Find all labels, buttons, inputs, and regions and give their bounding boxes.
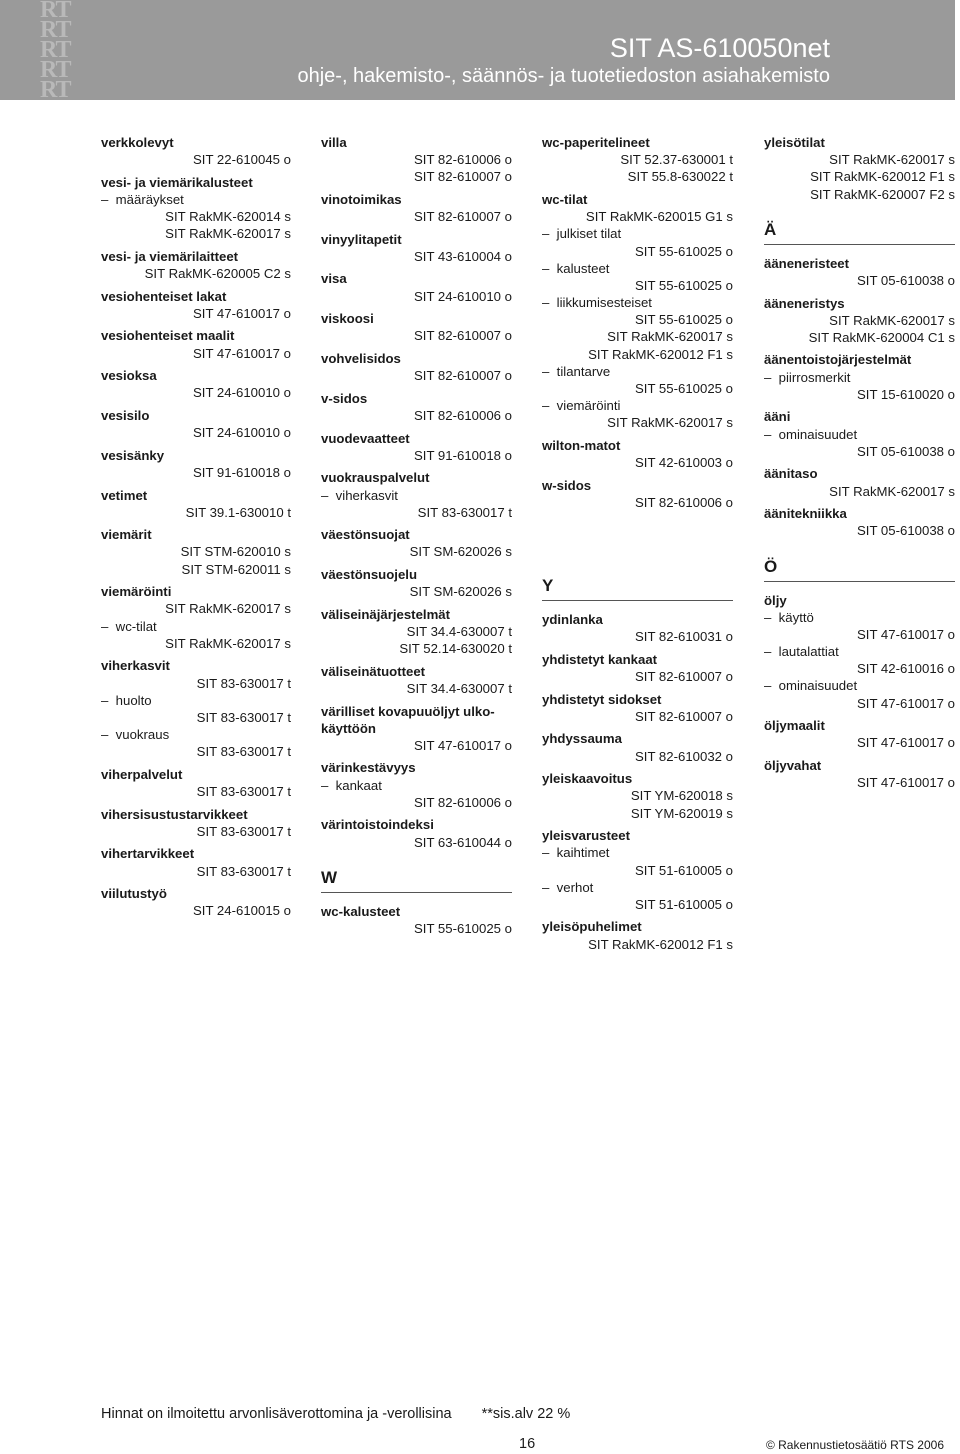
index-term: vetimet [101,487,148,503]
index-reference: SIT YM-620018 s [630,788,733,804]
index-term: äänitekniikka [764,506,847,522]
index-subterm: – ominaisuudet [764,677,955,694]
index-reference: SIT 47-610017 o [856,735,955,751]
copyright: © Rakennustietosäätiö RTS 2006 [765,1438,944,1452]
index-reference: SIT 82-610007 o [634,669,733,685]
index-reference: SIT RakMK-620017 s [829,483,955,499]
index-term: käyttöön [321,720,376,736]
index-reference: SIT 05-610038 o [856,523,955,539]
spacer [542,527,733,543]
index-reference: SIT RakMK-620017 s [829,152,955,168]
index-term: värilliset kovapuuöljyt ulko- [321,703,495,719]
index-column-3 [542,134,733,953]
price-note: Hinnat on ilmoitettu arvonlisäverottomina ja -verollisina [101,1406,452,1422]
logo-text: RT [40,17,71,43]
spacer [321,851,512,867]
index-reference: SIT 47-610017 o [856,626,955,642]
index-term: öljymaalit [764,718,825,734]
index-subterm: – kalusteet [542,260,733,277]
index-reference: SIT RakMK-620017 s [607,415,733,431]
index-reference: SIT 24-610010 o [413,288,512,304]
index-reference: SIT 82-610006 o [413,407,512,423]
index-term: wc-tilat [542,191,588,207]
index-reference: SIT 83-630017 t [196,709,291,725]
index-reference: SIT 15-610020 o [856,386,955,402]
index-reference: SIT 55-610025 o [634,312,733,328]
index-reference: SIT 42-610003 o [634,455,733,471]
index-term: wc-kalusteet [321,903,401,919]
index-term: öljyvahat [764,757,822,773]
index-reference: SIT 55-610025 o [634,243,733,259]
index-term: väliseinätuotteet [321,663,426,679]
index-subterm: – kaihtimet [542,844,733,861]
index-subterm: – määräykset [101,191,291,208]
index-reference: SIT 52.14-630020 t [399,641,512,657]
index-reference: SIT 82-610006 o [634,494,733,510]
index-term: äänentoistojärjestelmät [764,352,912,368]
index-reference: SIT RakMK-620015 G1 s [585,209,733,225]
index-reference: SIT 82-610006 o [413,794,512,810]
index-column-1 [101,134,291,920]
vat-note: **sis.alv 22 % [481,1406,571,1422]
index-term: vinotoimikas [321,191,402,207]
index-column-2 [321,134,512,937]
index-reference: SIT 51-610005 o [634,896,733,912]
index-reference: SIT 39.1-630010 t [185,504,291,520]
index-reference: SIT 83-630017 t [196,675,291,691]
index-term: visa [321,271,347,287]
index-reference: SIT 34.4-630007 t [406,623,512,639]
index-reference: SIT STM-620011 s [181,561,291,577]
index-reference: SIT SM-620026 s [409,584,512,600]
spacer [764,540,955,556]
index-reference: SIT 05-610038 o [856,443,955,459]
page-number: 16 [519,1436,536,1452]
index-subterm: – verhot [542,879,733,896]
index-term: vesi- ja viemärikalusteet [101,174,253,190]
index-reference: SIT 52.37-630001 t [620,152,733,168]
index-term: yhdyssauma [542,731,622,747]
index-reference: SIT 47-610017 o [413,737,512,753]
index-term: yhdistetyt sidokset [542,691,662,707]
index-term: yleiskaavoitus [542,771,633,787]
index-reference: SIT RakMK-620005 C2 s [144,266,291,282]
index-term: vesiohenteiset lakat [101,288,227,304]
index-reference: SIT 24-610015 o [192,903,291,919]
index-reference: SIT 47-610017 o [856,775,955,791]
page-title: SIT AS-610050net [609,33,830,63]
index-term: verkkolevyt [101,135,174,150]
index-reference: SIT 63-610044 o [413,834,512,850]
index-term: yleisöpuhelimet [542,919,642,935]
section-letter: Ä [764,219,955,245]
index-reference: SIT 24-610010 o [192,425,291,441]
index-term: viemäröinti [101,584,172,600]
index-term: viilutustyö [101,886,167,902]
index-reference: SIT RakMK-620017 s [829,312,955,328]
index-term: väliseinäjärjestelmät [321,606,451,622]
index-term: vihersisustustarvikkeet [101,806,248,822]
index-reference: SIT 82-610007 o [413,209,512,225]
logo-text: RT [40,77,71,103]
index-reference: SIT RakMK-620012 F1 s [588,936,733,952]
index-subterm: – ominaisuudet [764,426,955,443]
index-term: vohvelisidos [321,351,401,367]
index-reference: SIT STM-620010 s [180,544,291,560]
index-subterm: – lautalattiat [764,643,955,660]
index-term: viemärit [101,527,152,543]
index-reference: SIT 22-610045 o [192,152,291,168]
index-subterm: – liikkumisesteiset [542,294,733,311]
index-reference: SIT 91-610018 o [413,447,512,463]
index-reference: SIT 51-610005 o [634,862,733,878]
index-term: viskoosi [321,311,374,327]
rt-logo [40,0,84,103]
index-reference: SIT 55.8-630022 t [627,169,733,185]
index-reference: SIT RakMK-620007 F2 s [810,186,955,202]
index-reference: SIT 47-610017 o [192,305,291,321]
index-reference: SIT 55-610025 o [413,920,512,936]
section-letter: Ö [764,556,955,582]
index-reference: SIT 83-630017 t [196,784,291,800]
index-reference: SIT 55-610025 o [634,277,733,293]
index-reference: SIT RakMK-620017 s [165,601,291,617]
index-term: väestönsuojat [321,527,410,543]
index-term: vesisilo [101,407,150,423]
index-reference: SIT RakMK-620017 s [165,226,291,242]
index-term: yhdistetyt kankaat [542,651,658,667]
logo-text: RT [40,0,71,23]
index-reference: SIT 82-610031 o [634,629,733,645]
index-reference: SIT 82-610007 o [634,708,733,724]
index-reference: SIT YM-620019 s [630,805,733,821]
index-reference: SIT 83-630017 t [196,744,291,760]
logo-text: RT [40,37,71,63]
index-term: villa [321,135,347,150]
section-letter: W [321,867,512,893]
index-term: vuodevaatteet [321,430,410,446]
index-term: vesioksa [101,368,157,384]
index-reference: SIT 43-610004 o [413,248,512,264]
spacer [542,559,733,575]
index-subterm: – viemäröinti [542,397,733,414]
spacer [764,203,955,219]
index-term: viherpalvelut [101,766,183,782]
index-subterm: – kankaat [321,777,512,794]
section-letter: Y [542,575,733,601]
index-term: w-sidos [542,477,592,493]
price-footnote [101,1406,570,1422]
index-reference: SIT 82-610007 o [413,368,512,384]
index-reference: SIT 83-630017 t [417,504,512,520]
index-term: wilton-matot [542,437,621,453]
index-term: ääni [764,409,791,425]
index-subterm: – käyttö [764,609,955,626]
index-subterm: – vuokraus [101,726,291,743]
index-term: äänitaso [764,466,818,482]
index-subterm: – viherkasvit [321,487,512,504]
index-reference: SIT 91-610018 o [192,464,291,480]
index-reference: SIT SM-620026 s [409,544,512,560]
logo-text: RT [40,57,71,83]
index-term: ääneneristys [764,295,845,311]
index-reference: SIT RakMK-620012 F1 s [588,346,733,362]
index-reference: SIT RakMK-620014 s [165,209,291,225]
index-term: värintoistoindeksi [321,817,434,833]
index-term: vihertarvikkeet [101,846,195,862]
index-subterm: – julkiset tilat [542,225,733,242]
index-term: öljy [764,592,787,608]
index-reference: SIT 34.4-630007 t [406,680,512,696]
index-term: viherkasvit [101,658,170,674]
index-reference: SIT 83-630017 t [196,863,291,879]
index-reference: SIT RakMK-620017 s [165,635,291,651]
index-reference: SIT 47-610017 o [192,345,291,361]
index-reference: SIT RakMK-620004 C1 s [808,329,955,345]
index-term: vesisänky [101,447,165,463]
index-column-4 [764,134,955,791]
index-reference: SIT 82-610007 o [413,169,512,185]
page-subtitle: ohje-, hakemisto-, säännös- ja tuotetiedoston asiahakemisto [297,65,830,87]
index-subterm: – tilantarve [542,363,733,380]
index-subterm: – piirrosmerkit [764,369,955,386]
index-subterm: – wc-tilat [101,618,291,635]
index-reference: SIT RakMK-620017 s [607,329,733,345]
spacer [542,543,733,559]
index-term: vesi- ja viemärilaitteet [101,248,239,264]
index-term: vuokrauspalvelut [321,470,430,486]
index-term: yleisvarusteet [542,828,630,844]
index-reference: SIT 47-610017 o [856,695,955,711]
index-reference: SIT 05-610038 o [856,272,955,288]
index-reference: SIT 24-610010 o [192,385,291,401]
index-reference: SIT 55-610025 o [634,381,733,397]
index-term: väestönsuojelu [321,567,418,583]
index-term: wc-paperitelineet [542,135,650,150]
spacer [542,511,733,527]
index-term: ydinlanka [542,612,603,628]
index-reference: SIT 42-610016 o [856,661,955,677]
index-term: ääneneristeet [764,255,850,271]
index-reference: SIT 83-630017 t [196,823,291,839]
index-reference: SIT 82-610006 o [413,152,512,168]
index-reference: SIT RakMK-620012 F1 s [810,169,955,185]
index-term: vinyylitapetit [321,231,402,247]
index-term: värinkestävyys [321,760,416,776]
page-header [0,0,955,103]
index-term: vesiohenteiset maalit [101,328,235,344]
index-reference: SIT 82-610007 o [413,328,512,344]
index-term: yleisötilat [764,135,825,150]
index-reference: SIT 82-610032 o [634,748,733,764]
index-subterm: – huolto [101,692,291,709]
index-term: v-sidos [321,390,368,406]
